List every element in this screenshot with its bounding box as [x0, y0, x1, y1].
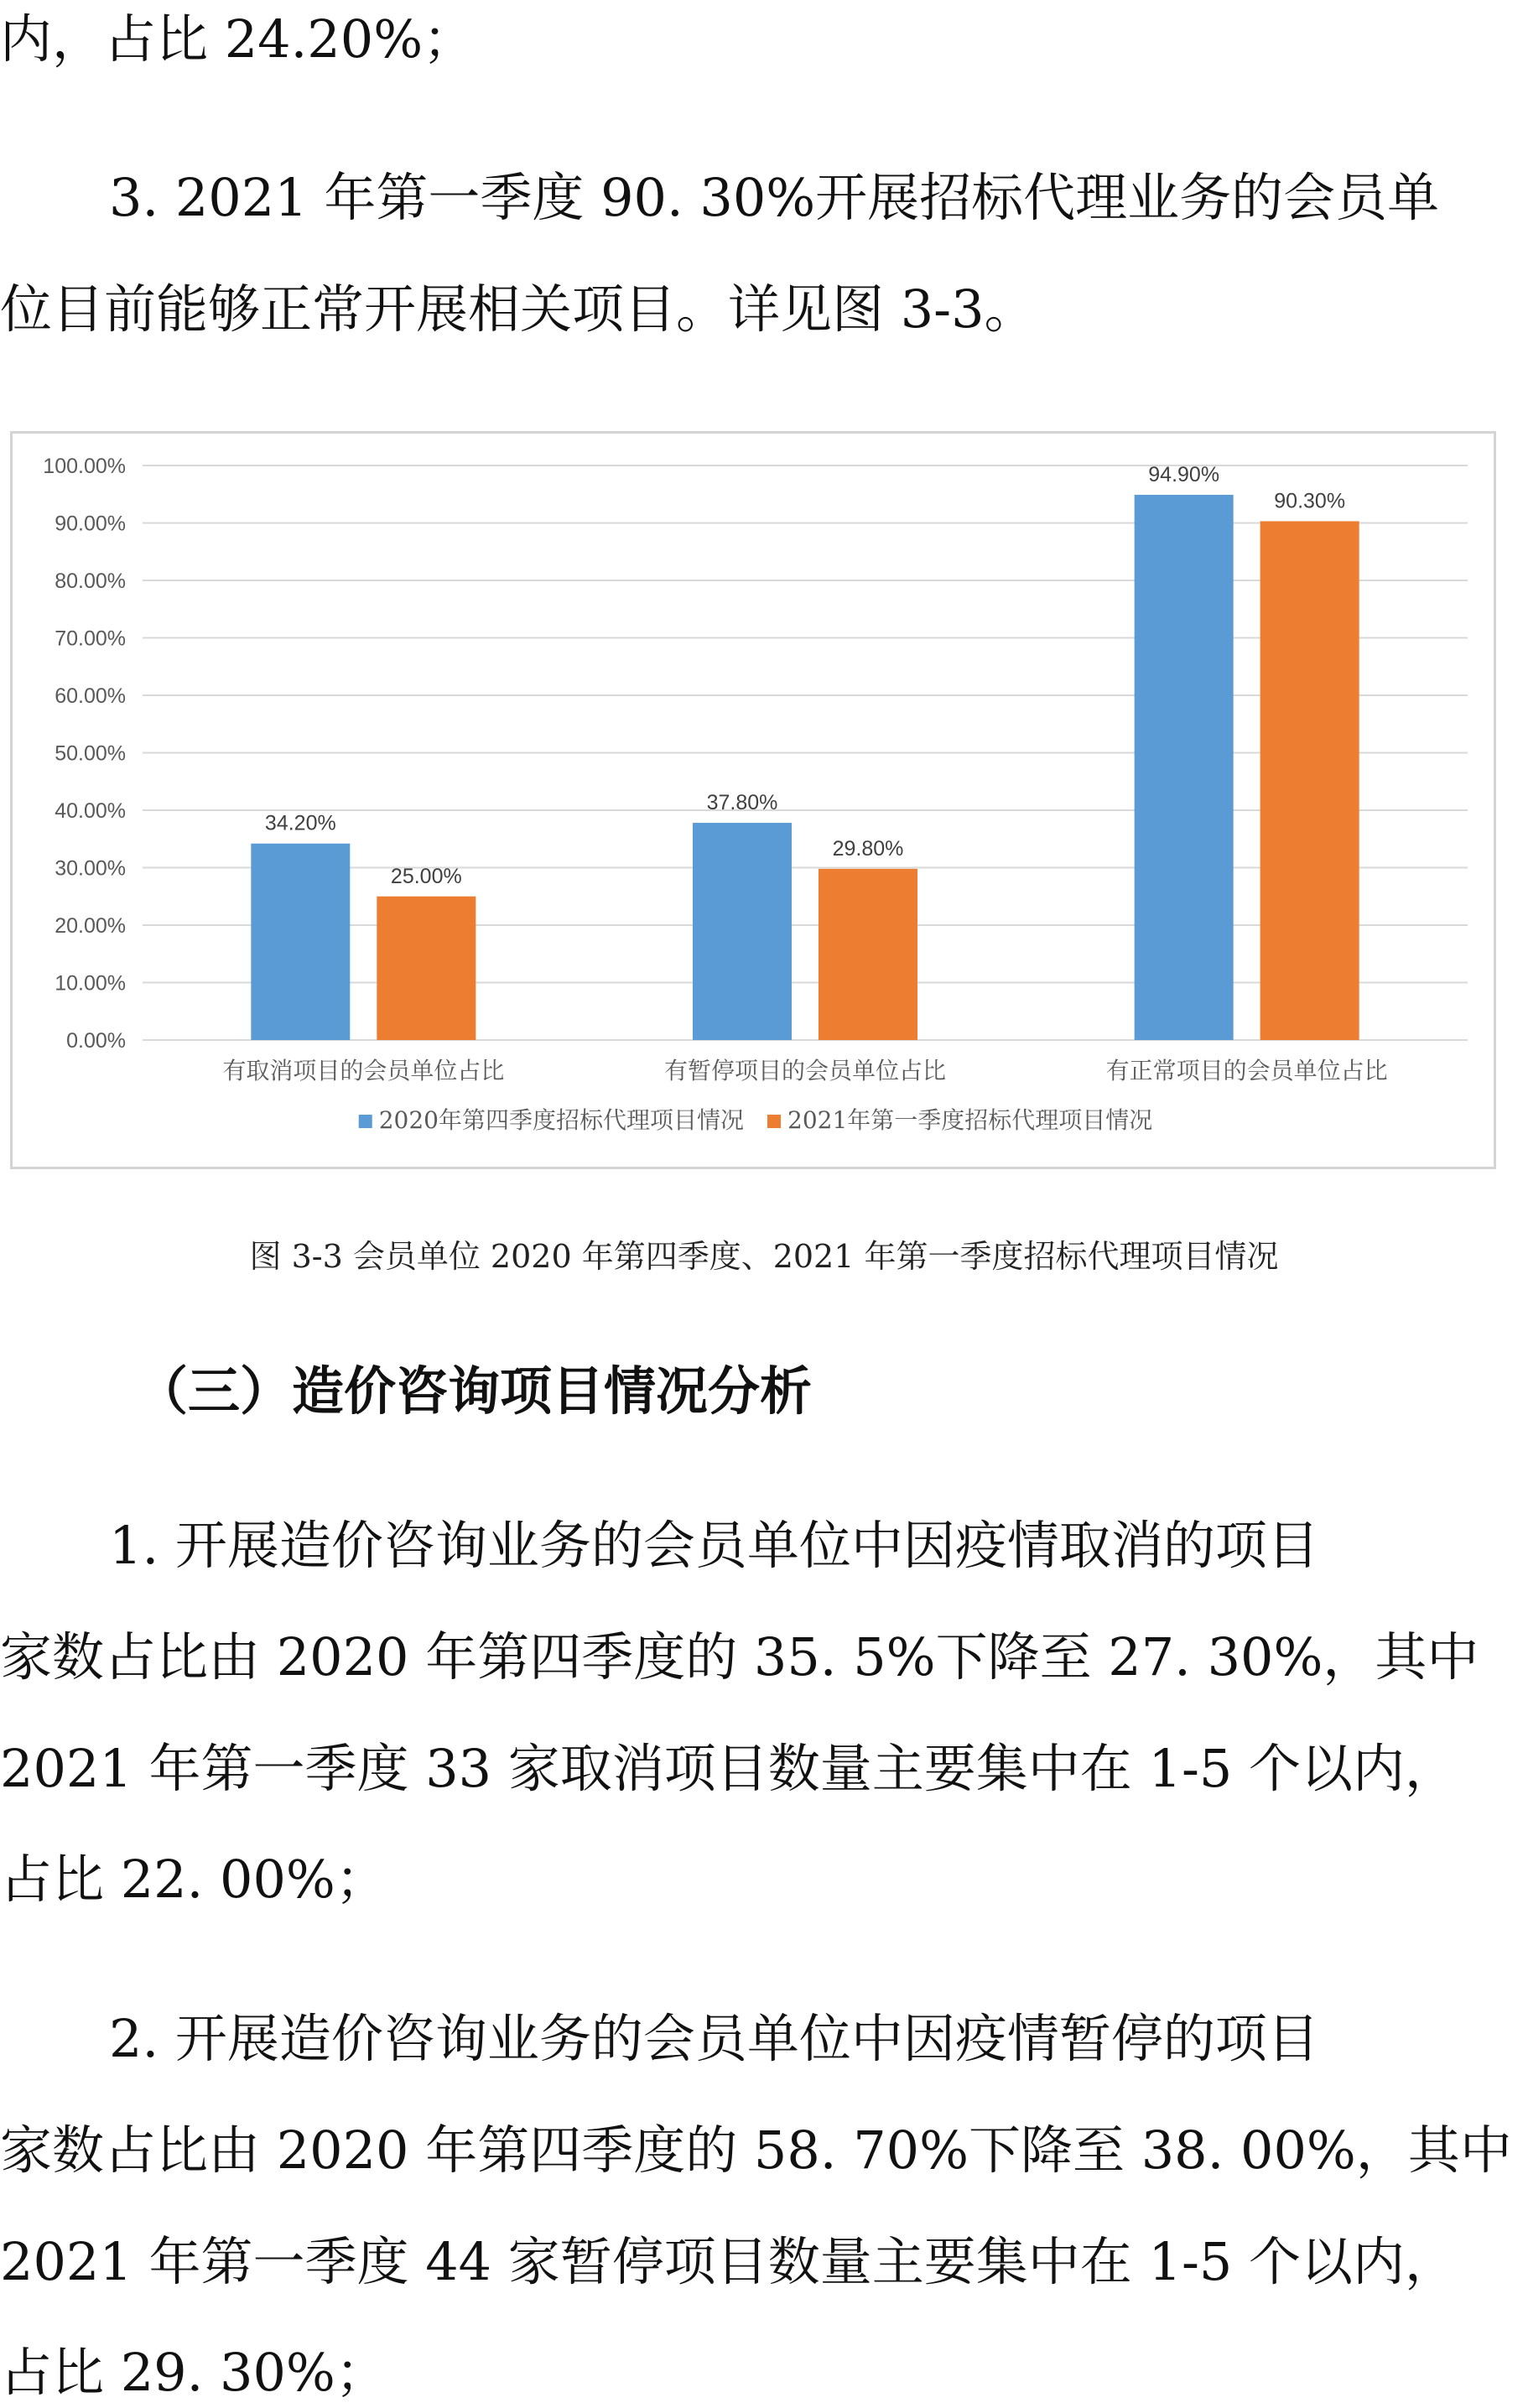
legend-item — [359, 1106, 744, 1134]
data-label: 37.80% — [706, 791, 778, 815]
bar — [693, 823, 792, 1040]
y-tick-label: 50.00% — [55, 741, 126, 766]
paragraph-line: 2. 开展造价咨询业务的会员单位中因疫情暂停的项目 — [109, 2008, 1319, 2069]
section-heading: （三）造价咨询项目情况分析 — [136, 1360, 813, 1422]
chart-canvas — [13, 434, 1499, 1172]
legend-label: 2020年第四季度招标代理项目情况 — [378, 1106, 744, 1134]
bar-chart — [10, 431, 1496, 1169]
data-label: 25.00% — [390, 864, 462, 888]
legend-label: 2021年第一季度招标代理项目情况 — [787, 1106, 1153, 1134]
y-tick-label: 60.00% — [55, 684, 126, 708]
legend-swatch — [359, 1115, 372, 1128]
bar — [1260, 521, 1359, 1040]
paragraph-line: 家数占比由 2020 年第四季度的 58. 70%下降至 38. 00%，其中 — [0, 2119, 1512, 2181]
legend-item — [767, 1106, 1152, 1134]
paragraph-line: 占比 29. 30%； — [0, 2342, 387, 2403]
y-tick-label: 10.00% — [55, 971, 126, 996]
paragraph-line: 2021 年第一季度 44 家暂停项目数量主要集中在 1-5 个以内， — [0, 2231, 1458, 2292]
y-tick-label: 100.00% — [43, 455, 126, 478]
bar — [1135, 495, 1234, 1040]
x-category-label: 有正常项目的会员单位占比 — [1105, 1057, 1388, 1084]
paragraph-line: 占比 22. 00%； — [0, 1849, 387, 1910]
paragraph-line: 家数占比由 2020 年第四季度的 35. 5%下降至 27. 30%，其中 — [0, 1626, 1479, 1688]
data-label: 94.90% — [1148, 462, 1220, 486]
chart-legend — [359, 1106, 1153, 1134]
data-label: 29.80% — [832, 836, 904, 861]
y-tick-label: 30.00% — [55, 856, 126, 881]
y-tick-label: 70.00% — [55, 627, 126, 651]
legend-swatch — [767, 1115, 781, 1128]
y-tick-label: 90.00% — [55, 512, 126, 536]
y-tick-label: 40.00% — [55, 799, 126, 823]
paragraph-line: 3. 2021 年第一季度 90. 30%开展招标代理业务的会员单 — [109, 167, 1440, 228]
paragraph-line: 2021 年第一季度 33 家取消项目数量主要集中在 1-5 个以内， — [0, 1738, 1458, 1799]
y-tick-label: 80.00% — [55, 569, 126, 593]
data-label: 34.20% — [264, 811, 336, 835]
paragraph-line: 位目前能够正常开展相关项目。详见图 3-3。 — [0, 278, 1037, 340]
chart-bars — [251, 495, 1359, 1040]
y-tick-label: 20.00% — [55, 914, 126, 938]
figure-caption: 图 3-3 会员单位 2020 年第四季度、2021 年第一季度招标代理项目情况 — [249, 1238, 1279, 1275]
y-tick-label: 0.00% — [66, 1029, 126, 1053]
bar — [377, 897, 476, 1040]
bar — [819, 869, 917, 1040]
x-category-label: 有取消项目的会员单位占比 — [222, 1057, 505, 1084]
data-label: 90.30% — [1274, 489, 1346, 513]
paragraph-line: 1. 开展造价咨询业务的会员单位中因疫情取消的项目 — [109, 1515, 1319, 1576]
paragraph-line: 内，占比 24.20%； — [0, 8, 476, 70]
x-category-label: 有暂停项目的会员单位占比 — [663, 1057, 947, 1084]
bar — [251, 844, 350, 1040]
